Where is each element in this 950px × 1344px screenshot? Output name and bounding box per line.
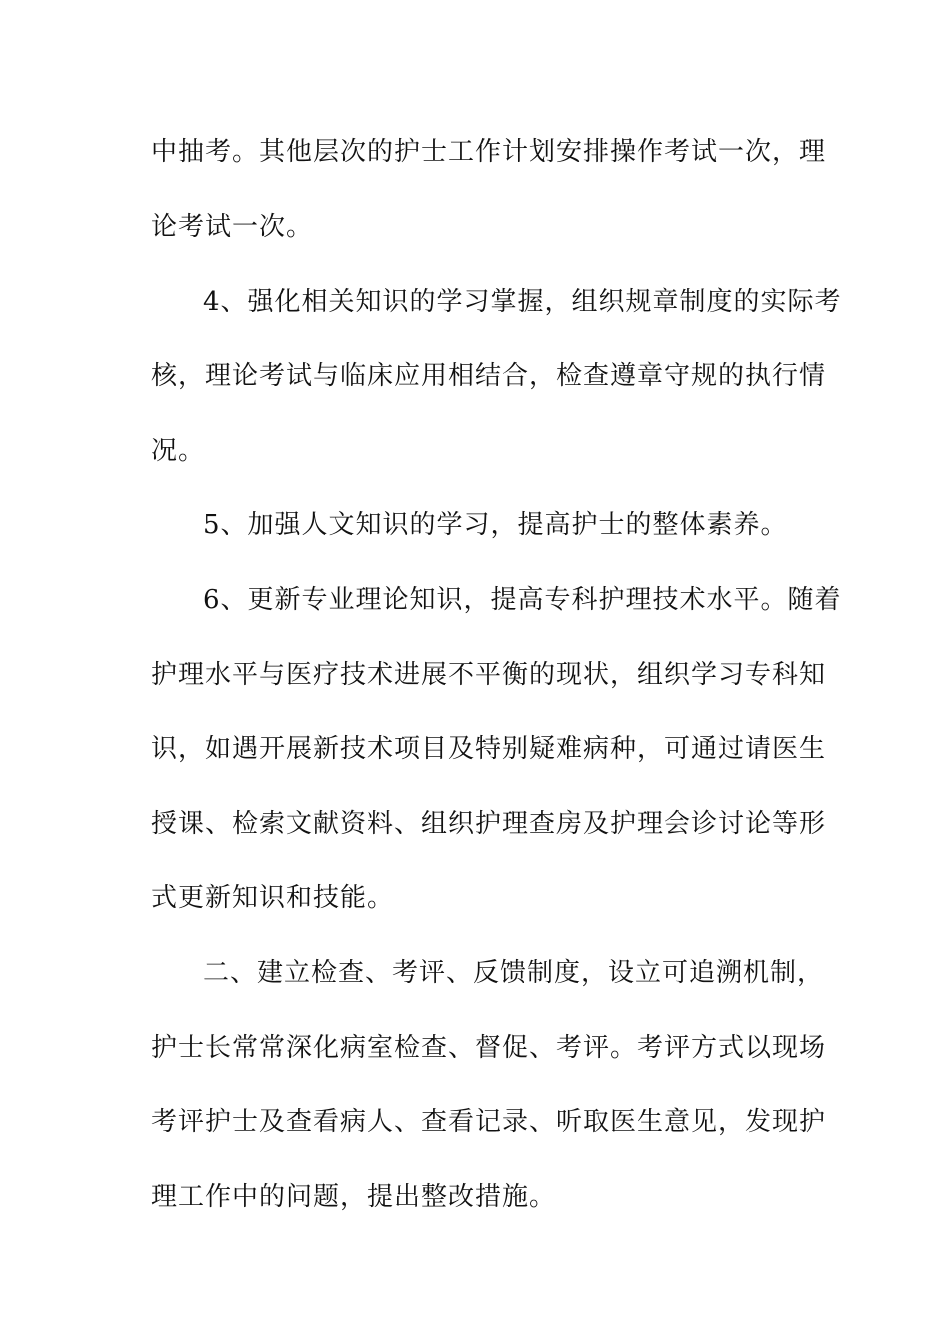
text-line: 核，理论考试与临床应用相结合，检查遵章守规的执行情 — [151, 361, 827, 391]
text-line: 式更新知识和技能。 — [151, 883, 395, 913]
text-line: 授课、检索文献资料、组织护理查房及护理会诊讨论等形 — [151, 809, 827, 839]
text-line: 理工作中的问题，提出整改措施。 — [151, 1182, 557, 1212]
text-line: 考评护士及查看病人、查看记录、听取医生意见，发现护 — [151, 1107, 827, 1137]
text-line: 中抽考。其他层次的护士工作计划安排操作考试一次，理 — [151, 137, 827, 167]
text-line: 5、加强人文知识的学习，提高护士的整体素养。 — [203, 510, 788, 540]
text-line: 4、强化相关知识的学习掌握，组织规章制度的实际考 — [203, 287, 842, 317]
text-line: 6、更新专业理论知识，提高专科护理技术水平。随着 — [203, 585, 842, 615]
text-line: 护理水平与医疗技术进展不平衡的现状，组织学习专科知 — [151, 660, 827, 690]
text-line: 况。 — [151, 436, 206, 466]
text-line: 二、建立检查、考评、反馈制度，设立可追溯机制， — [203, 958, 825, 988]
text-line: 论考试一次。 — [151, 212, 314, 242]
text-line: 识，如遇开展新技术项目及特别疑难病种，可通过请医生 — [151, 734, 827, 764]
text-line: 护士长常常深化病室检查、督促、考评。考评方式以现场 — [151, 1033, 827, 1063]
